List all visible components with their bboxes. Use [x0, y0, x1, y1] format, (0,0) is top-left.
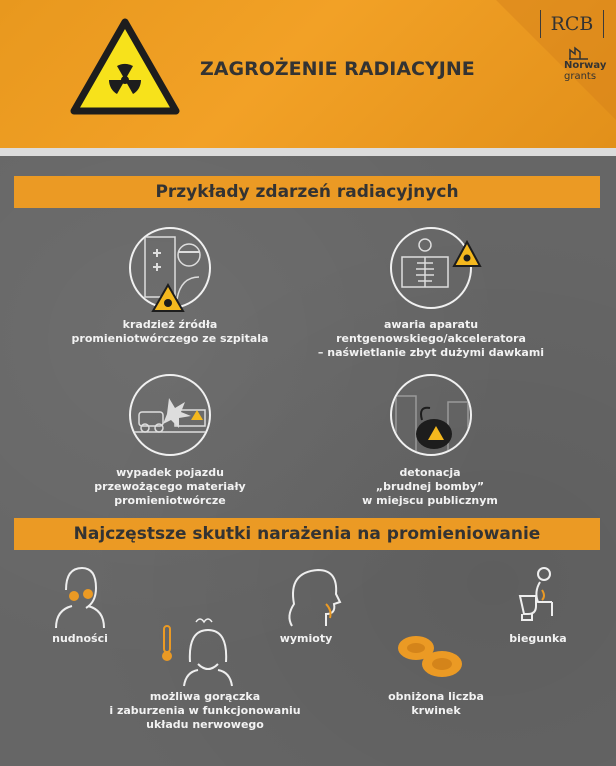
blood-cells-icon	[396, 634, 466, 678]
caption-line: „brudnej bomby”	[375, 480, 485, 493]
caption-line: nudności	[52, 632, 108, 645]
norway-grants-icon	[568, 46, 590, 60]
section-title-examples: Przykłady zdarzeń radiacyjnych	[14, 176, 600, 208]
norway-grants-logo	[564, 46, 606, 82]
diarrhea-icon	[516, 566, 562, 622]
grants-label: grants	[564, 71, 597, 82]
caption-blood-cells	[366, 690, 506, 718]
page-title: ZAGROŻENIE RADIACYJNE	[200, 58, 475, 80]
dirty-bomb-icon	[390, 374, 472, 456]
caption-line: wymioty	[279, 632, 333, 645]
header	[0, 0, 616, 148]
caption-line: promieniotwórcze	[114, 494, 226, 507]
caption-dirty-bomb	[330, 466, 530, 508]
caption-line: kradzież źródła	[122, 318, 218, 331]
caption-line: układu nerwowego	[146, 718, 264, 731]
caption-line: detonacja	[399, 466, 461, 479]
content-background	[0, 156, 616, 766]
vehicle-accident-icon	[129, 374, 211, 456]
caption-line: i zaburzenia w funkcjonowaniu	[109, 704, 301, 717]
section-title-effects: Najczęstsze skutki narażenia na promieniowanie	[14, 518, 600, 550]
caption-fever	[105, 690, 305, 732]
radiation-warning-small-icon	[452, 240, 482, 268]
caption-line: możliwa gorączka	[149, 690, 261, 703]
caption-line: wypadek pojazdu	[116, 466, 224, 479]
caption-line: biegunka	[509, 632, 567, 645]
fever-icon	[158, 612, 242, 688]
caption-diarrhea	[478, 632, 598, 646]
caption-line: – naświetlanie zbyt dużymi dawkami	[317, 346, 545, 359]
nausea-icon	[52, 560, 108, 630]
norway-label: Norway	[564, 60, 607, 71]
caption-line: przewożącego materiały	[94, 480, 246, 493]
caption-xray	[316, 318, 546, 360]
header-divider	[0, 148, 616, 156]
caption-line: awaria aparatu	[383, 318, 479, 331]
rcb-logo: RCB	[540, 10, 604, 38]
caption-line: promieniotwórczego ze szpitala	[71, 332, 269, 345]
caption-line: w miejscu publicznym	[362, 494, 498, 507]
caption-line: krwinek	[411, 704, 461, 717]
caption-line: rentgenowskiego/akceleratora	[336, 332, 526, 345]
radiation-warning-small-icon	[151, 283, 185, 313]
caption-vomiting	[246, 632, 366, 646]
caption-vehicle	[70, 466, 270, 508]
caption-hospital	[70, 318, 270, 346]
vomiting-icon	[282, 564, 342, 628]
caption-nausea	[20, 632, 140, 646]
radiation-warning-sign-icon	[70, 18, 180, 116]
caption-line: obniżona liczba	[388, 690, 484, 703]
